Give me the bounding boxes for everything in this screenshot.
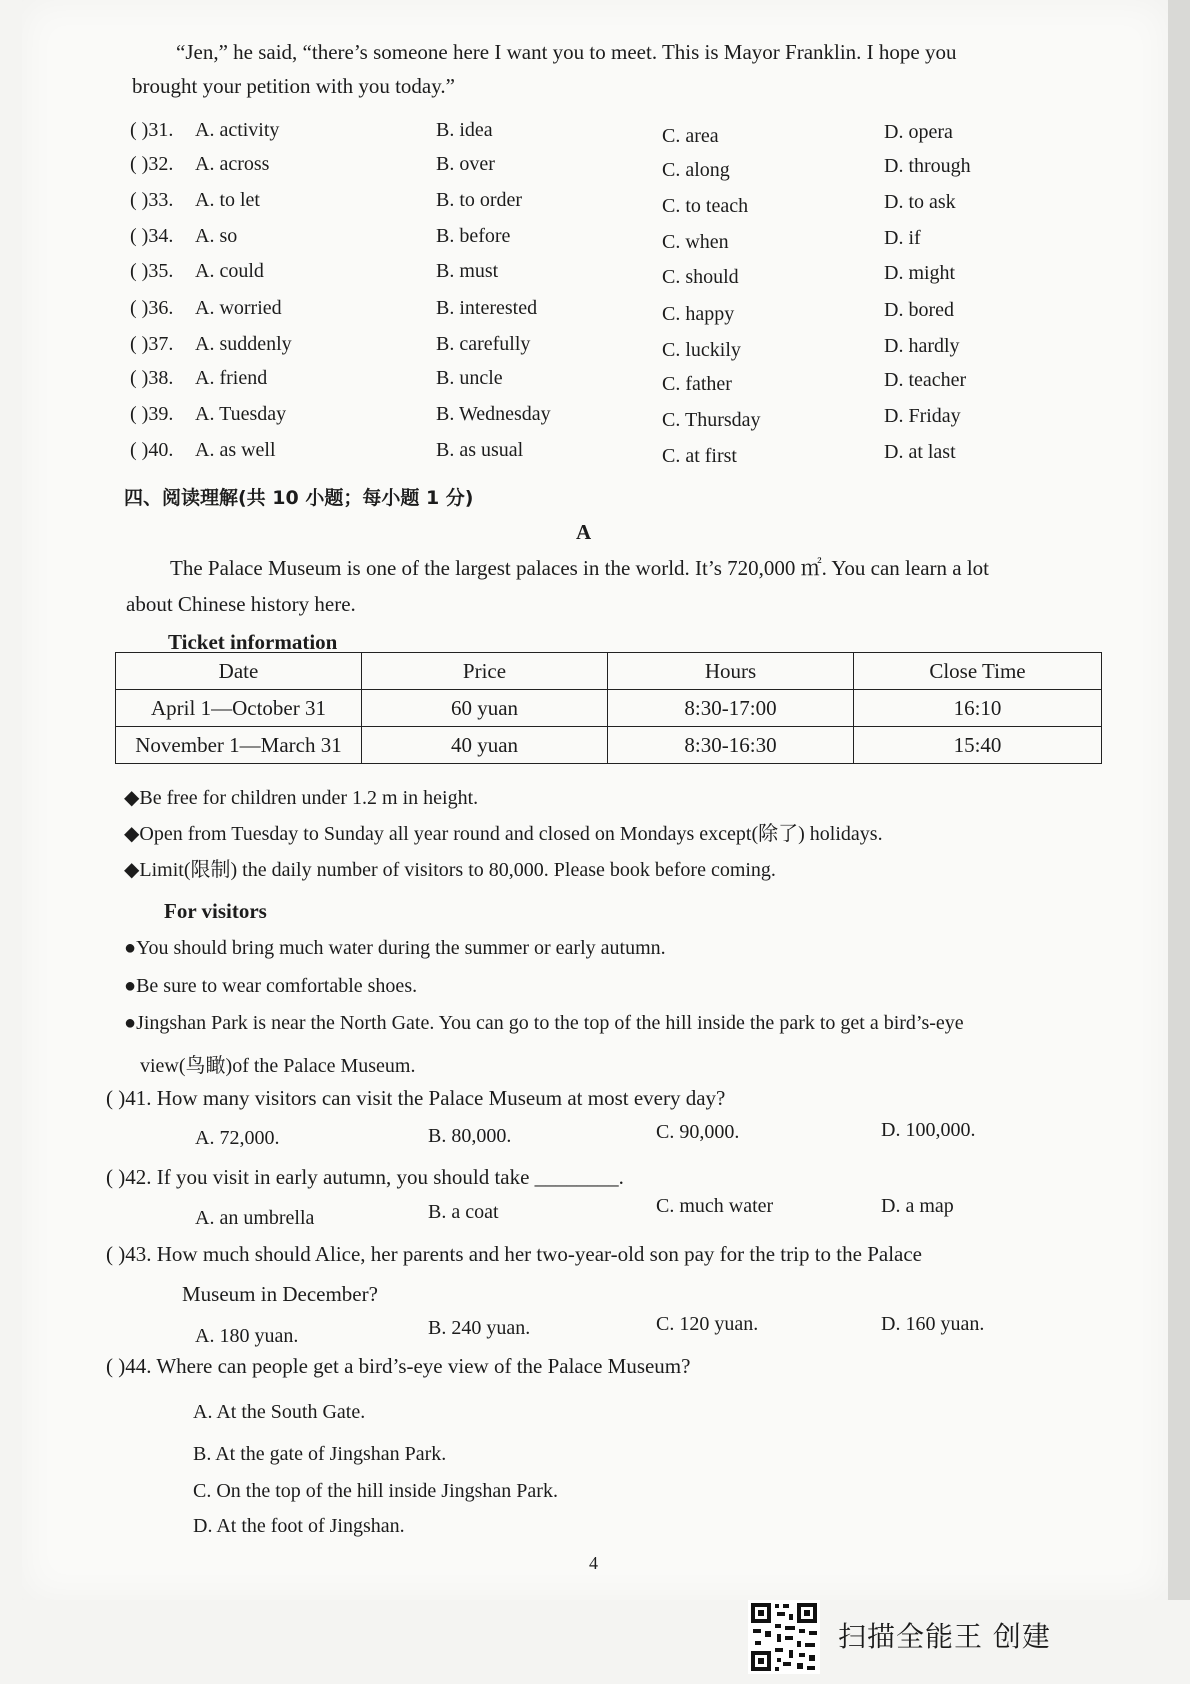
scanner-watermark: 扫描全能王 创建 <box>838 1620 1051 1653</box>
cloze-option-d: D. to ask <box>884 191 956 213</box>
ticket-heading: Ticket information <box>168 630 338 654</box>
cloze-option-c: C. father <box>662 373 732 395</box>
passage-label: A <box>576 520 592 544</box>
passage-line-2: about Chinese history here. <box>126 592 356 616</box>
visitor-note-jingshan-cont: view(鸟瞰)of the Palace Museum. <box>140 1055 416 1077</box>
cloze-option-a: A. as well <box>195 439 276 461</box>
section-title: 四、阅读理解(共 10 小题；每小题 1 分) <box>124 487 474 509</box>
note-visitor-limit: ◆Limit(限制) the daily number of visitors to 80,000. Please book before coming. <box>124 859 776 881</box>
cloze-number: ( )40. <box>130 439 174 461</box>
qr-code-icon <box>748 1600 820 1674</box>
cell-close-time: 15:40 <box>854 727 1102 764</box>
cloze-number: ( )35. <box>130 260 174 282</box>
q42-option-b: B. a coat <box>428 1201 499 1223</box>
table-header-row <box>116 653 1102 690</box>
question-42: ( )42. If you visit in early autumn, you should take ________. <box>106 1165 624 1189</box>
visitors-heading: For visitors <box>164 899 267 923</box>
cloze-option-b: B. to order <box>436 189 523 211</box>
cloze-option-b: B. as usual <box>436 439 524 461</box>
cloze-option-c: C. luckily <box>662 339 741 361</box>
cloze-option-b: B. Wednesday <box>436 403 551 425</box>
cloze-option-a: A. worried <box>195 297 282 319</box>
cloze-option-d: D. at last <box>884 441 956 463</box>
cloze-option-d: D. through <box>884 155 971 177</box>
cell-close-time: 16:10 <box>854 690 1102 727</box>
question-43-cont: Museum in December? <box>182 1282 378 1306</box>
cell-price: 60 yuan <box>362 690 608 727</box>
cloze-option-c: C. should <box>662 266 739 288</box>
cloze-option-d: D. might <box>884 262 956 284</box>
q44-option-a: A. At the South Gate. <box>193 1401 366 1423</box>
cloze-number: ( )37. <box>130 333 174 355</box>
visitor-note-shoes: ●Be sure to wear comfortable shoes. <box>124 975 418 997</box>
cloze-option-a: A. so <box>195 225 238 247</box>
cloze-option-b: B. must <box>436 260 499 282</box>
cloze-number: ( )33. <box>130 189 174 211</box>
intro-line-1: “Jen,” he said, “there’s someone here I want you to meet. This is Mayor Franklin. I hope you <box>176 40 957 64</box>
page-edge <box>1168 0 1190 1600</box>
cloze-option-b: B. idea <box>436 119 493 141</box>
cloze-option-c: C. at first <box>662 445 737 467</box>
intro-line-2: brought your petition with you today.” <box>132 74 455 98</box>
q41-option-d: D. 100,000. <box>881 1119 976 1141</box>
table-row <box>116 727 1102 764</box>
q42-option-a: A. an umbrella <box>195 1207 315 1229</box>
cloze-option-c: C. along <box>662 159 730 181</box>
cloze-option-a: A. friend <box>195 367 268 389</box>
q43-option-b: B. 240 yuan. <box>428 1317 531 1339</box>
cloze-option-b: B. carefully <box>436 333 531 355</box>
question-41: ( )41. How many visitors can visit the Palace Museum at most every day? <box>106 1086 726 1110</box>
note-free-children: ◆Be free for children under 1.2 m in height. <box>124 787 479 809</box>
q43-option-d: D. 160 yuan. <box>881 1313 985 1335</box>
q41-option-a: A. 72,000. <box>195 1127 280 1149</box>
cloze-option-a: A. suddenly <box>195 333 292 355</box>
q43-option-c: C. 120 yuan. <box>656 1313 759 1335</box>
col-header-price: Price <box>362 653 608 690</box>
cloze-option-a: A. to let <box>195 189 260 211</box>
q41-option-c: C. 90,000. <box>656 1121 740 1143</box>
visitor-note-jingshan: ●Jingshan Park is near the North Gate. You can go to the top of the hill inside the park to get a bird’s-eye <box>124 1012 964 1034</box>
cloze-option-a: A. Tuesday <box>195 403 287 425</box>
cloze-option-d: D. if <box>884 227 921 249</box>
page-number: 4 <box>589 1553 598 1573</box>
q44-option-b: B. At the gate of Jingshan Park. <box>193 1443 447 1465</box>
cloze-option-d: D. hardly <box>884 335 960 357</box>
cloze-number: ( )38. <box>130 367 174 389</box>
cell-date: April 1—October 31 <box>116 690 362 727</box>
cloze-option-c: C. area <box>662 125 719 147</box>
table-row <box>116 690 1102 727</box>
cell-price: 40 yuan <box>362 727 608 764</box>
cloze-number: ( )36. <box>130 297 174 319</box>
cloze-option-b: B. before <box>436 225 511 247</box>
cloze-option-a: A. could <box>195 260 264 282</box>
cloze-option-d: D. bored <box>884 299 954 321</box>
cloze-option-b: B. uncle <box>436 367 503 389</box>
visitor-note-water: ●You should bring much water during the summer or early autumn. <box>124 937 666 959</box>
q44-option-d: D. At the foot of Jingshan. <box>193 1515 405 1537</box>
cloze-option-c: C. Thursday <box>662 409 761 431</box>
cloze-number: ( )31. <box>130 119 174 141</box>
cloze-option-b: B. over <box>436 153 495 175</box>
cloze-option-c: C. happy <box>662 303 735 325</box>
cloze-option-d: D. Friday <box>884 405 961 427</box>
cloze-option-b: B. interested <box>436 297 538 319</box>
cloze-number: ( )32. <box>130 153 174 175</box>
cloze-number: ( )34. <box>130 225 174 247</box>
q42-option-c: C. much water <box>656 1195 774 1217</box>
cloze-option-d: D. opera <box>884 121 953 143</box>
q42-option-d: D. a map <box>881 1195 954 1217</box>
note-opening-days: ◆Open from Tuesday to Sunday all year round and closed on Mondays except(除了) holidays. <box>124 823 883 845</box>
col-header-close-time: Close Time <box>854 653 1102 690</box>
q44-option-c: C. On the top of the hill inside Jingshan Park. <box>193 1480 558 1502</box>
cloze-number: ( )39. <box>130 403 174 425</box>
cloze-option-c: C. to teach <box>662 195 749 217</box>
question-43: ( )43. How much should Alice, her parents and her two-year-old son pay for the trip to the Palace <box>106 1242 923 1266</box>
cell-hours: 8:30-17:00 <box>608 690 854 727</box>
col-header-date: Date <box>116 653 362 690</box>
col-header-hours: Hours <box>608 653 854 690</box>
cloze-option-c: C. when <box>662 231 729 253</box>
cloze-option-a: A. across <box>195 153 270 175</box>
cloze-option-a: A. activity <box>195 119 280 141</box>
q43-option-a: A. 180 yuan. <box>195 1325 299 1347</box>
cell-date: November 1—March 31 <box>116 727 362 764</box>
ticket-table <box>115 652 1102 764</box>
q41-option-b: B. 80,000. <box>428 1125 512 1147</box>
passage-line-1: The Palace Museum is one of the largest palaces in the world. It’s 720,000 ㎡. You can learn a lot <box>170 556 990 580</box>
question-44: ( )44. Where can people get a bird’s-eye view of the Palace Museum? <box>106 1354 691 1378</box>
cell-hours: 8:30-16:30 <box>608 727 854 764</box>
cloze-option-d: D. teacher <box>884 369 967 391</box>
